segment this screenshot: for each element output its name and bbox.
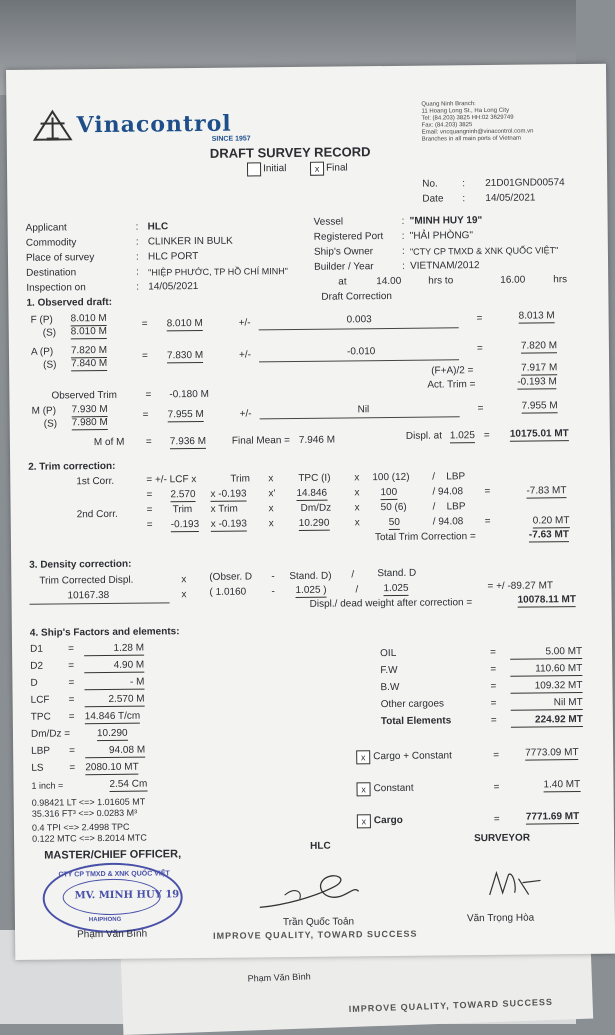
info-label: Commodity: [26, 237, 77, 250]
trim-cell: 100 (12): [372, 472, 409, 484]
displ-density: 1.025: [450, 430, 475, 443]
total-trim-value: -7.63 MT: [529, 529, 569, 542]
trim-cell: Trim: [230, 473, 250, 485]
colon: :: [462, 193, 465, 205]
info-value: "HẢI PHÒNG": [410, 230, 473, 243]
final-checkbox[interactable]: x: [310, 162, 324, 176]
eq: =: [142, 319, 148, 331]
act-trim-label: Act. Trim =: [427, 379, 475, 392]
stamp-bottom-text: HAIPHONG: [89, 917, 121, 924]
element-label: F.W: [380, 665, 397, 677]
eq: =: [491, 715, 497, 727]
branch-info: [421, 100, 533, 143]
trim-result: -7.83 MT: [526, 485, 566, 498]
colon: :: [136, 282, 139, 294]
surveyor-label: SURVEYOR: [474, 833, 530, 846]
draft-survey-record: [6, 64, 615, 960]
eq: =: [142, 351, 148, 363]
trim-cell: = +/- LCF x: [146, 474, 196, 487]
std-d-value: 1.025 ): [295, 585, 326, 598]
eq: =: [493, 782, 499, 794]
branch-line: Branches in all main ports of Vietnam: [422, 135, 534, 143]
mp-label: M (P): [32, 405, 57, 417]
trim-cell: x: [354, 487, 359, 499]
eq: =: [477, 313, 483, 325]
eq: =: [477, 343, 483, 355]
stamp-top-text: CTY CP TMXD & XNK QUỐC VIỆT: [58, 870, 169, 879]
observed-trim-value: -0.180 M: [169, 389, 209, 401]
eq: =: [490, 647, 496, 659]
info-label: Vessel: [314, 216, 344, 228]
factor-eq: =: [69, 694, 75, 706]
company-logo: [32, 109, 72, 148]
tcd-label: Trim Corrected Displ.: [39, 575, 133, 588]
surveyor-name: Văn Trọng Hòa: [467, 913, 534, 926]
trim-cell: 2.570: [170, 489, 195, 502]
eq: =: [490, 664, 496, 676]
factor-label: D1: [30, 644, 43, 656]
factor-eq: =: [68, 660, 74, 672]
pm: +/-: [239, 317, 251, 329]
bottom-name: Phạm Văn Bình: [247, 970, 310, 984]
displacement-value: 10175.01 MT: [510, 428, 569, 442]
cargo-label: Cargo: [374, 815, 403, 827]
fa2-value: 7.917 M: [521, 362, 557, 375]
trim-cell: /: [433, 502, 436, 514]
info-label: Builder / Year: [314, 261, 374, 274]
branch-line: 11 Hoang Long St., Ha Long City: [421, 107, 533, 115]
hlc-signature: [254, 866, 365, 917]
trim-cell: LBP: [446, 471, 465, 483]
colon: :: [402, 261, 405, 273]
colon: :: [136, 252, 139, 264]
colon: :: [402, 231, 405, 243]
date-value: 14/05/2021: [485, 192, 535, 205]
f-mean: 8.010 M: [167, 318, 203, 331]
obs-d-value: ( 1.0160: [209, 587, 246, 599]
trim-cell: x Trim: [211, 504, 238, 516]
factor-label: LS: [31, 763, 43, 775]
element-value: 110.60 MT: [510, 663, 582, 677]
constant-label: Constant: [373, 783, 413, 795]
info-value: 14/05/2021: [148, 281, 198, 294]
as-label: (S): [43, 359, 56, 371]
cargo-constant-checkbox[interactable]: x: [356, 750, 370, 764]
underline: [259, 327, 459, 330]
mp-value: 7.930 M: [72, 404, 108, 417]
mofm-label: M of M: [94, 437, 125, 449]
stamp-vessel: MV. MINH HUY 19: [75, 889, 180, 901]
after-correction-value: 10078.11 MT: [518, 594, 577, 608]
factor-value: 10.290: [97, 728, 128, 741]
eq: =: [145, 389, 151, 401]
factor-label: D: [30, 678, 37, 690]
element-label: Other cargoes: [381, 698, 444, 711]
hlc-label: HLC: [310, 841, 331, 853]
trim-cell: =: [147, 504, 153, 516]
factor-eq: =: [68, 677, 74, 689]
eq: =: [490, 681, 496, 693]
constant-value: 1.40 MT: [543, 779, 580, 792]
branch-line: Fax: (84.203) 3825: [422, 121, 534, 129]
pm: +/-: [240, 408, 252, 420]
info-value: HLC PORT: [148, 251, 199, 264]
factor-label: TPC: [31, 712, 51, 724]
trim-cell: =: [485, 516, 491, 528]
info-label: Applicant: [26, 222, 67, 234]
trim-cell: LBP: [447, 501, 466, 513]
act-trim-value: -0.193 M: [517, 376, 557, 389]
cargo-constant-value: 7773.09 MT: [525, 747, 579, 761]
time-at: at: [338, 276, 346, 288]
trim-cell: =: [146, 489, 152, 501]
colon: :: [402, 246, 405, 258]
observed-trim-label: Observed Trim: [51, 390, 117, 403]
initial-label: Initial: [263, 163, 286, 175]
factor-label: Dm/Dz =: [31, 728, 70, 740]
trim-cell: Dm/Dz: [301, 503, 332, 515]
factor-eq: =: [68, 643, 74, 655]
draft-correction-label: Draft Correction: [321, 291, 392, 304]
time-hrs-to: hrs to: [428, 275, 453, 287]
element-value: 5.00 MT: [510, 646, 582, 660]
minus: -: [271, 571, 274, 583]
trim-cell: x -0.193: [211, 519, 247, 532]
m-result: 7.955 M: [521, 400, 557, 413]
trim-cell: x': [268, 488, 275, 500]
no-label: No.: [422, 178, 438, 190]
trim-cell: / 94.08: [432, 486, 463, 498]
eq: =: [493, 750, 499, 762]
trim-cell: x -0.193: [210, 489, 246, 502]
info-value: "MINH HUY 19": [410, 215, 483, 228]
factor-value: 2.570 M: [85, 694, 145, 708]
first-corr-label: 1st Corr.: [76, 476, 114, 488]
displ-label: Displ. at: [406, 430, 442, 442]
element-label: B.W: [380, 682, 399, 694]
company-name: Vinacontrol: [76, 112, 231, 138]
master-label: MASTER/CHIEF OFFICER,: [44, 848, 181, 861]
fp-label: F (P): [31, 315, 53, 327]
factor-label: LCF: [31, 695, 50, 707]
f-result: 8.013 M: [519, 310, 555, 323]
factor-eq: =: [69, 745, 75, 757]
info-label: Inspection on: [26, 282, 86, 295]
section-ship-factors: 4. Ship's Factors and elements:: [30, 626, 180, 640]
a-mean: 7.830 M: [167, 350, 203, 363]
trim-cell: =: [147, 519, 153, 531]
page-title: DRAFT SURVEY RECORD: [210, 144, 371, 161]
colon: :: [136, 222, 139, 234]
eq: =: [478, 403, 484, 415]
constant-checkbox[interactable]: x: [356, 782, 370, 796]
trim-cell: x: [269, 518, 274, 530]
section-observed-draft: 1. Observed draft:: [26, 297, 112, 310]
time-to: 16.00: [500, 275, 525, 287]
eq: =: [484, 430, 490, 442]
hlc-name: Trần Quốc Toản: [283, 916, 354, 929]
cargo-constant-label: Cargo + Constant: [373, 750, 452, 763]
slash: /: [355, 584, 358, 596]
factor-eq: =: [69, 762, 75, 774]
f-correction: 0.003: [347, 314, 372, 326]
colon: :: [136, 267, 139, 279]
element-value: 109.32 MT: [510, 680, 582, 694]
mofm-value: 7.936 M: [170, 436, 206, 449]
trim-cell: =: [484, 486, 490, 498]
underline: [260, 416, 460, 419]
section-density-correction: 3. Density correction:: [29, 559, 131, 572]
trim-cell: 50 (6): [381, 502, 407, 514]
cargo-value: 7771.69 MT: [526, 811, 580, 825]
trim-cell: x: [355, 502, 360, 514]
a-correction: -0.010: [347, 346, 375, 358]
obs-d-label: (Obser. D: [209, 571, 252, 583]
total-trim-label: Total Trim Correction =: [375, 531, 476, 544]
final-mean-label: Final Mean =: [232, 435, 290, 448]
info-value: "HIỆP PHƯỚC, TP HỒ CHÍ MINH": [148, 265, 288, 278]
trim-cell: x: [268, 473, 273, 485]
m-correction: Nil: [358, 404, 370, 416]
after-correction-label: Displ./ dead weight after correction =: [310, 597, 473, 611]
factor-eq: =: [69, 711, 75, 723]
info-label: Ship's Owner: [314, 246, 373, 259]
info-value: "CTY CP TMXD & XNK QUỐC VIỆT": [410, 244, 559, 258]
scales-icon: [32, 109, 72, 143]
eq: =: [146, 436, 152, 448]
info-value: HLC: [148, 221, 169, 233]
fa2-label: (F+A)/2 =: [431, 365, 473, 377]
ap-label: A (P): [31, 347, 53, 359]
initial-checkbox[interactable]: [247, 162, 261, 176]
info-value: CLINKER IN BULK: [148, 236, 233, 249]
slash: /: [351, 569, 354, 581]
trim-cell: x: [269, 503, 274, 515]
trim-cell: x: [354, 472, 359, 484]
info-label: Registered Port: [314, 231, 384, 244]
x: x: [181, 574, 186, 586]
bottom-slogan: IMPROVE QUALITY, TOWARD SUCCESS: [349, 996, 554, 1015]
colon: :: [402, 216, 405, 228]
element-label: OIL: [380, 648, 396, 660]
no-value: 21D01GND00574: [485, 177, 565, 190]
ap-value: 7.820 M: [71, 345, 107, 358]
ship-stamp: [42, 862, 183, 933]
x: x: [181, 589, 186, 601]
conversion-line: 0.4 TPI <=> 2.4998 TPC: [32, 821, 130, 834]
trim-result: 0.20 MT: [533, 515, 570, 528]
underline: [30, 602, 170, 604]
density-correction-value: = +/ -89.27 MT: [487, 580, 553, 593]
colon: :: [136, 237, 139, 249]
trim-cell: 10.290: [299, 518, 330, 531]
conversion-line: 0.98421 LT <=> 1.01605 MT: [32, 796, 146, 809]
m-mean: 7.955 M: [168, 409, 204, 422]
surveyor-signature: [484, 864, 544, 905]
trim-cell: Trim: [173, 504, 193, 516]
section-trim-correction: 2. Trim correction:: [28, 461, 115, 474]
second-corr-label: 2nd Corr.: [77, 509, 118, 521]
factor-value: 14.846 T/cm: [85, 711, 141, 725]
a-result: 7.820 M: [521, 340, 557, 353]
element-value: Nil MT: [511, 697, 583, 711]
trim-cell: x: [355, 517, 360, 529]
factor-label: 1 inch =: [31, 779, 63, 791]
slogan: IMPROVE QUALITY, TOWARD SUCCESS: [213, 928, 417, 942]
trim-cell: 50: [389, 517, 400, 530]
factor-value: 94.08 M: [85, 745, 145, 759]
ms-value: 7.980 M: [72, 417, 108, 430]
branch-line: Quang Ninh Branch:: [421, 100, 533, 108]
trim-cell: /: [432, 472, 435, 484]
info-label: Place of survey: [26, 252, 94, 265]
ms-label: (S): [44, 418, 57, 430]
tcd-value: 10167.38: [67, 590, 109, 602]
trim-cell: 14.846: [296, 488, 327, 501]
time-hrs: hrs: [553, 274, 567, 286]
trim-cell: TPC (I): [298, 473, 330, 485]
date-label: Date: [422, 193, 443, 205]
std-d2-value: 1.025: [383, 583, 408, 596]
element-label: Total Elements: [381, 715, 452, 728]
info-label: Destination: [26, 267, 76, 280]
factor-value: 2.54 Cm: [109, 779, 147, 792]
branch-line: Tel: (84.203) 3825 HH:02 3629749: [422, 114, 534, 122]
eq: =: [494, 814, 500, 826]
factor-value: 4.90 M: [84, 660, 144, 674]
fs-value: 8.010 M: [71, 326, 107, 339]
fs-label: (S): [43, 327, 56, 339]
eq: =: [143, 410, 149, 422]
info-value: VIETNAM/2012: [410, 260, 480, 273]
cargo-checkbox[interactable]: x: [357, 814, 371, 828]
branch-line: Email: vncquangninh@vinacontrol.com.vn: [422, 128, 534, 136]
final-label: Final: [326, 162, 348, 174]
minus: -: [271, 586, 274, 598]
time-from: 14.00: [376, 276, 401, 288]
factor-label: LBP: [31, 746, 50, 758]
conversion-line: 0.122 MTC <=> 8.2014 MTC: [32, 832, 147, 845]
factor-value: 1.28 M: [84, 643, 144, 657]
pm: +/-: [239, 349, 251, 361]
final-mean-value: 7.946 M: [299, 435, 335, 447]
company-since: SINCE 1957: [212, 135, 251, 143]
conversion-line: 35.316 FT³ <=> 0.0283 M³: [32, 807, 137, 820]
fp-value: 8.010 M: [71, 313, 107, 326]
trim-cell: 100: [380, 487, 397, 500]
trim-cell: / 94.08: [433, 516, 464, 528]
trim-cell: -0.193: [171, 519, 199, 532]
master-name: Phạm Văn Bình: [77, 929, 147, 942]
colon: :: [462, 178, 465, 190]
std-d-label: Stand. D): [289, 571, 331, 583]
eq: =: [491, 698, 497, 710]
std-d2-label: Stand. D: [377, 568, 416, 580]
underline: [259, 359, 459, 362]
as-value: 7.840 M: [71, 358, 107, 371]
factor-label: D2: [30, 661, 43, 673]
factor-value: - M: [84, 677, 144, 691]
factor-value: 2080.10 MT: [85, 762, 139, 776]
element-value: 224.92 MT: [511, 714, 583, 728]
